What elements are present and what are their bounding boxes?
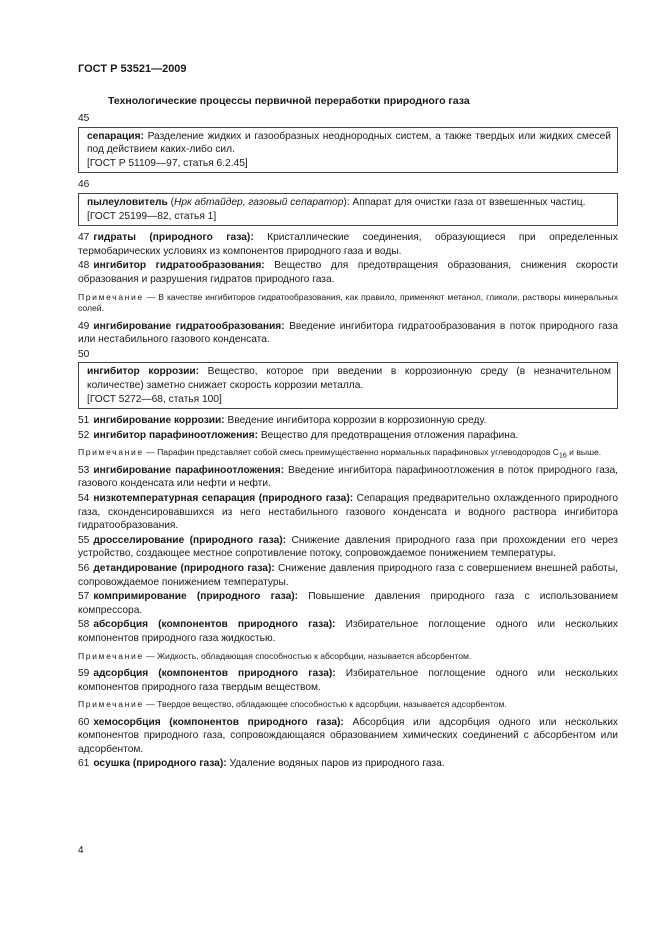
term-name: ингибирование парафиноотложения:: [93, 464, 285, 476]
term-entry-47: 47 гидраты (природного газа): Кристаллические соединения, образующиеся при определенных термобарических условиях из компонентов природного газа и воды.: [78, 232, 618, 257]
term-number: 50: [78, 348, 90, 360]
document-code-header: ГОСТ Р 53521—2009: [78, 63, 187, 75]
term-entry-60: 60 хемосорбция (компонентов природного газа): Абсорбция или адсорбция одного или нескольких компонентов природного газа, сопровождающаяся образованием химических соединений с абсорбентом или адсорбентом.: [78, 716, 618, 755]
term-name: ингибитор коррозии:: [87, 366, 200, 378]
term-name: абсорбция (компонентов природного газа):: [93, 619, 336, 631]
term-entry-59: 59 адсорбция (компонентов природного газа): Избирательное поглощение одного или нескольких компонентов природного газа твердым веществом.: [78, 668, 618, 693]
term-number: 46: [78, 179, 90, 191]
term-reference: [ГОСТ Р 51109—97, статья 6.2.45]: [87, 157, 248, 169]
term-name: адсорбция (компонентов природного газа):: [93, 668, 336, 679]
term-name: ингибирование коррозии:: [93, 415, 225, 427]
term-entry-58: 58 абсорбция (компонентов природного газа): Избирательное поглощение одного или нескольких компонентов природного газа жидкостью.: [78, 619, 618, 644]
term-name: осушка (природного газа):: [93, 758, 227, 770]
term-name: сепарация:: [87, 130, 144, 142]
note-59: Примечание — Твердое вещество, обладающее способностью к адсорбции, называется адсорбентом.: [78, 699, 507, 710]
term-name: детандирование (природного газа):: [93, 562, 275, 574]
terms-list: [78, 112, 618, 772]
term-name: хемосорбция (компонентов природного газа):: [93, 716, 344, 728]
term-entry-48: 48 ингибитор гидратообразования: Вещество для предотвращения образования, снижения скорости образования и разрушения гидратов природного газа.: [78, 260, 618, 285]
term-entry-51: 51 ингибирование коррозии: Введение ингибитора коррозии в коррозионную среду.: [78, 415, 487, 427]
term-entry-53: 53 ингибирование парафиноотложения: Введение ингибитора парафиноотложения в поток природного газа, газового конденсата или нефти и нефти.: [78, 464, 618, 490]
term-name: ингибитор гидратообразования:: [93, 260, 265, 272]
boxed-term-46: [78, 193, 618, 226]
term-reference: [ГОСТ 5272—68, статья 100]: [87, 393, 222, 405]
term-name: низкотемпературная сепарация (природного газа):: [93, 492, 354, 504]
page-number: 4: [78, 845, 84, 856]
note-58: Примечание — Жидкость, обладающая способностью к абсорбции, называется абсорбентом.: [78, 650, 472, 661]
term-entry-61: 61 осушка (природного газа): Удаление водяных паров из природного газа.: [78, 758, 445, 770]
term-name: ингибитор парафиноотложения:: [93, 429, 258, 441]
term-entry-57: 57 компримирование (природного газа): Повышение давления природного газа с использованием компрессора.: [78, 591, 618, 616]
boxed-term-45: [78, 127, 618, 174]
term-definition: пылеуловитель (Нрк абтайдер, газовый сепаратор): Аппарат для очистки газа от взвешенных частиц.: [87, 196, 586, 208]
term-entry-55: 55 дросселирование (природного газа): Снижение давления природного газа при прохождении его через устройство, создающее местное сопротивление потоку, сопровождаемое понижением температуры.: [78, 534, 618, 560]
term-definition: сепарация: Разделение жидких и газообразных неоднородных систем, а также твердых или жидких смесей под действием каких-либо сил.: [87, 130, 611, 156]
term-entry-49: 49 ингибирование гидратообразования: Введение ингибитора гидратообразования в поток природного газа или нестабильного газового конденсата.: [78, 320, 618, 346]
term-number: 45: [78, 113, 90, 124]
term-name: компримирование (природного газа):: [93, 591, 299, 603]
note-52: Примечание — Парафин представляет собой смесь преимущественно нормальных парафиновых углеводородов $C_{16}$ и выше.: [78, 447, 602, 460]
term-definition: ингибитор коррозии: Вещество, которое при введении в коррозионную среду (в незначительном количестве) заметно снижает скорость коррозии металла.: [87, 366, 611, 391]
term-name: пылеуловитель: [87, 196, 168, 208]
term-name: гидраты (природного газа):: [93, 232, 254, 244]
term-name: дросселирование (природного газа):: [93, 534, 287, 546]
boxed-term-50: [78, 362, 618, 409]
term-synonyms: Нрк абтайдер, газовый сепаратор: [173, 196, 344, 208]
term-name: ингибирование гидратообразования:: [93, 320, 285, 332]
term-entry-54: 54 низкотемпературная сепарация (природного газа): Сепарация предварительно охлажденного природного газа, сконденсировавшихся из него нестабильного газового конденсата и водного раствора ингибитора гидратообразования.: [78, 492, 619, 532]
section-title: Технологические процессы первичной переработки природного газа: [108, 95, 470, 107]
term-entry-56: 56 детандирование (природного газа): Снижение давления природного газа с совершением внешней работы, сопровождаемое понижением температуры.: [78, 562, 618, 588]
note-48: Примечание — В качестве ингибиторов гидратообразования, как правило, применяют метанол, гликоли, растворы минеральных солей.: [78, 291, 618, 314]
term-reference: [ГОСТ 25199—82, статья 1]: [87, 210, 217, 222]
term-entry-52: 52 ингибитор парафиноотложения: Вещество для предотвращения отложения парафина.: [78, 429, 519, 441]
